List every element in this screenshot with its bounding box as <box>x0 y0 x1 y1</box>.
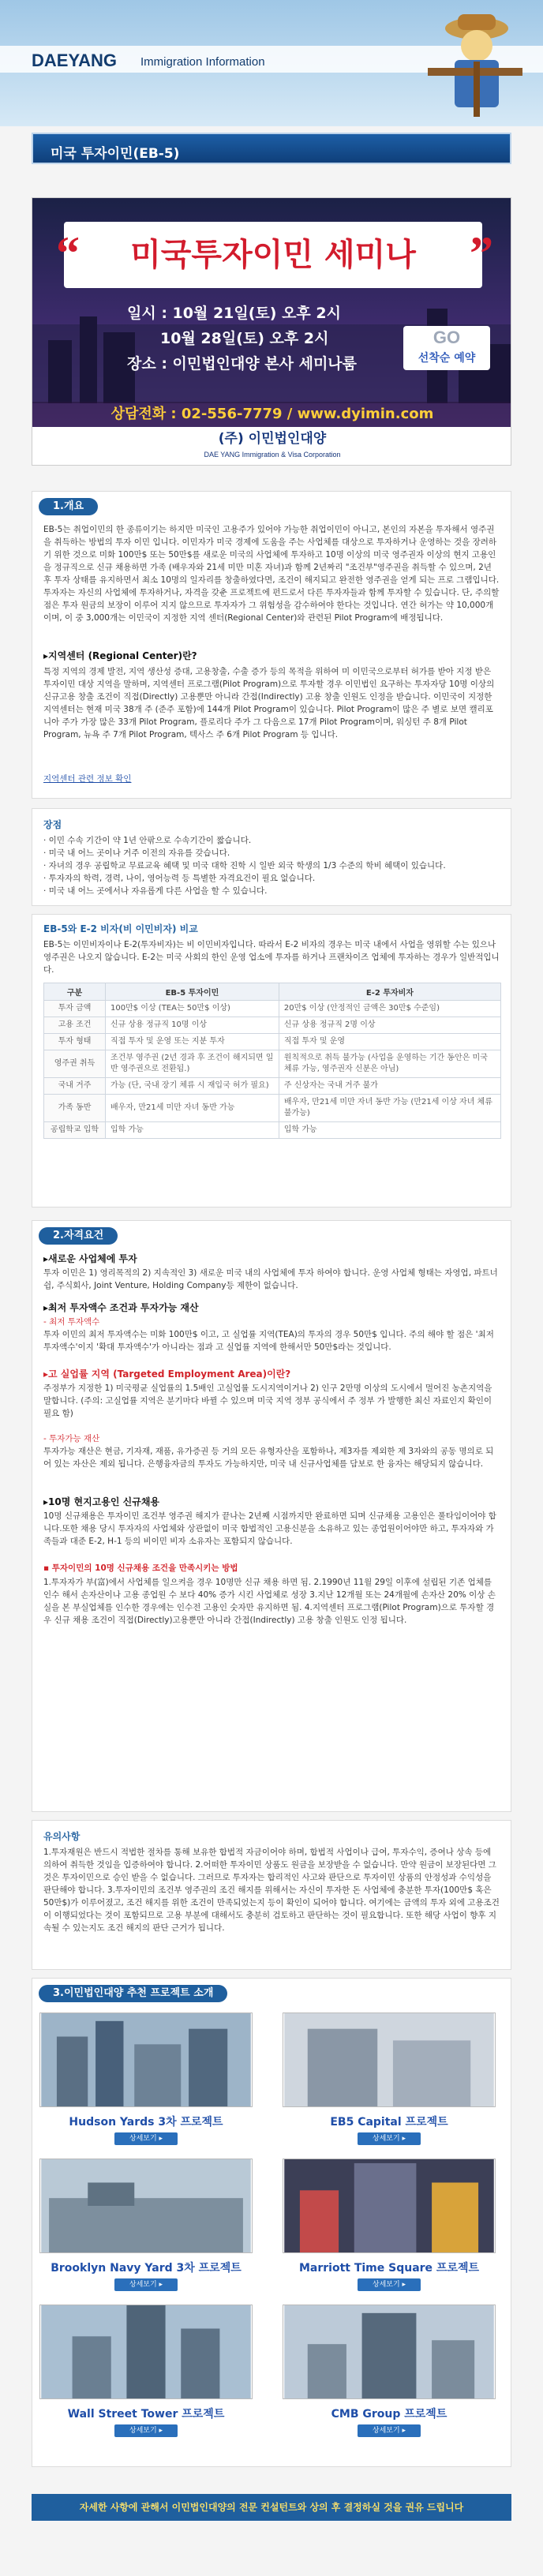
table-cell: 입학 가능 <box>106 1122 279 1139</box>
new-business-text: 투자 이민은 1) 영리목적의 2) 지속적인 3) 새로운 미국 내의 사업체에 투자 하여야 합니다. 운영 사업체 형태는 자영업, 파트너쉽, 주식회사, Joint Venture, Holding Company등 제한이 없습니다. <box>43 1268 498 1290</box>
table-header: E-2 투자비자 <box>279 983 500 1001</box>
page-title-bar <box>32 133 511 164</box>
compare-intro: EB-5는 이민비자이나 E-2(투자비자)는 비 이민비자입니다. 따라서 E-2 비자의 경우는 미국 내에서 사업을 영위할 수는 있으나 영주권은 나오지 않습니다. E-2는 미국 사회의 한인 운영 업소에 투자를 하거나 프랜차이즈 업체에 투자하는 경우가 일반적입니다. <box>43 940 500 975</box>
table-cell: 가능 (단, 국내 장기 체류 시 재입국 허가 필요) <box>106 1078 279 1095</box>
logo[interactable]: DAEYANG <box>32 51 117 70</box>
scarecrow-illustration <box>420 6 522 117</box>
table-cell: 투자 금액 <box>44 1001 106 1017</box>
eligible-assets-subheading: - 투자가능 재산 <box>43 1434 100 1443</box>
go-label: GO <box>433 328 461 347</box>
project-name: Brooklyn Navy Yard 3차 프로젝트 <box>51 2262 242 2275</box>
merits-section <box>32 808 511 906</box>
company-english-name: DAE YANG Immigration & Visa Corporation <box>204 451 341 459</box>
hiring-heading: ▸10명 현지고용인 신규채용 <box>43 1496 159 1507</box>
requirements-heading: 2.자격요건 <box>39 1227 118 1245</box>
project-image <box>39 2012 253 2107</box>
merit-item: · 미국 내 어느 곳에서나 자유롭게 다른 사업을 할 수 있습니다. <box>43 886 268 896</box>
table-cell: 원칙적으로 취득 불가능 (사업을 운영하는 기간 동안은 미국 체류 가능, 영주권자 신분은 아님) <box>279 1050 500 1078</box>
tea-heading: ▸고 실업률 지역 (Targeted Employment Area)이란? <box>43 1368 291 1380</box>
project-details-button[interactable]: 상세보기 ▸ <box>114 2278 178 2291</box>
table-cell: 100만$ 이상 (TEA는 50만$ 이상) <box>106 1001 279 1017</box>
project-name: CMB Group 프로젝트 <box>331 2408 448 2421</box>
project-name: Hudson Yards 3차 프로젝트 <box>69 2116 223 2129</box>
project-image <box>39 2159 253 2253</box>
merit-item: · 이민 수속 기간이 약 1년 안팎으로 수속기간이 짧습니다. <box>43 836 252 845</box>
regional-center-link[interactable]: 지역센터 관련 정보 확인 <box>43 774 132 784</box>
quote-open: “ <box>56 227 80 279</box>
merits-heading: 장점 <box>43 819 62 830</box>
table-row <box>44 1078 501 1095</box>
project-details-button[interactable]: 상세보기 ▸ <box>358 2424 421 2437</box>
merit-item: · 투자자의 학력, 경력, 나이, 영어능력 등 특별한 자격요건이 필요 없습니다. <box>43 874 316 883</box>
seminar-info <box>127 301 419 388</box>
table-header: EB-5 투자이민 <box>106 983 279 1001</box>
table-cell: 국내 거주 <box>44 1078 106 1095</box>
footer-notice: 자세한 사항에 관해서 이민법인대양의 전문 컨설턴트와 상의 후 결정하실 것을 권유 드립니다 <box>32 2494 511 2521</box>
overview-heading: 1.개요 <box>39 498 98 515</box>
page-title: 미국 투자이민(EB-5) <box>51 146 180 162</box>
projects-heading: 3.이민법인대양 추천 프로젝트 소개 <box>39 1985 227 2002</box>
table-cell: 배우자, 만21세 미만 자녀 동반 가능 <box>106 1095 279 1122</box>
minimum-investment-text: 투자 이민의 최저 투자액수는 미화 100만$ 이고, 고 실업률 지역(TEA)의 투자의 경우 50만$ 입니다. 주의 해야 할 점은 '최저 투자액수'이지 '확대 투자액수'가 아니라는 점과 고 실업률 지역에 한해서만 50만$라는 것입니다. <box>43 1330 494 1352</box>
minimum-investment-heading: ▸최저 투자액수 조건과 투자가능 재산 <box>43 1302 199 1313</box>
project-name: EB5 Capital 프로젝트 <box>330 2116 448 2129</box>
project-image <box>283 2305 496 2399</box>
eligible-assets-text: 투자가능 재산은 현금, 기자재, 재품, 유가증권 등 거의 모든 유형자산을 포함하나, 제3자를 제외한 제 3자와의 공동 명의로 되어 있는 자산은 제외 됩니다. 은행융자금의 투자도 가능하지만, 미국 내 신규사업체를 담보로 한 융자는 해당되지 않습니다. <box>43 1447 494 1469</box>
reserve-badge[interactable] <box>403 326 490 370</box>
compare-heading: EB-5와 E-2 비자(비 이민비자) 비교 <box>43 923 198 934</box>
compare-section <box>32 914 511 1208</box>
company-name: (주) 이민법인대양 <box>218 431 327 447</box>
quote-close: ” <box>470 227 493 279</box>
table-row <box>44 1122 501 1139</box>
tea-text: 주정부가 지정한 1) 미국평균 실업률의 1.5배인 고실업률 도시지역이거나 2) 인구 2만명 이상의 도시에서 멀어진 농촌지역을 말합니다. (주의: 고실업률 지역은 분기마다 바뀔 수 있으며 미국 지역 정부 공식에서 주 정부 가 발행한 최신 자료인지 확인이 필요 함) <box>43 1383 492 1418</box>
table-cell: 신규 상용 정규직 2명 이상 <box>279 1017 500 1034</box>
contact-info[interactable]: 상담전화 : 02-556-7779 / www.dyimin.com <box>32 402 511 427</box>
seminar-date-1: 일시 : 10월 21일(토) 오후 2시 <box>127 305 341 322</box>
notes-text: 1.투자재원은 반드시 적법한 절차를 통해 보유한 합법적 자금이어야 하며, 합법적 사업이나 급여, 투자수익, 증여나 상속 등에 의하여 취득한 것임을 입증하여야 합니다. 2.어떠한 투자이민 상품도 원금을 보장받을 수 없습니다. 만약 원금이 보장된다면 그것은 투자이민으로 승인 받을 수 없습니다. 그러므로 투자자는 합리적인 사고와 판단으로 투자이민 상품의 안정성과 수익성을 판단해야 합니다. 3.투자이민의 조건부 영주권의 조건 해지를 위해서는 자신이 투자한 돈 사업체에 충분한 투자(100만$ 혹은 50만$)가 이루어졌고, 조건 해지를 위한 조건이 만족되었는지 등이 확인이 되어야 합니다. 여기에는 금액의 투자 외에 고용조건이 이행되었다는 것이 포함되므로 고용 부분에 대해서도 충분히 검토하고 판단하는 것이 필요합니다. 또한 해당 사업이 향후 지속될 수 있는지도 조건 해지의 판단 근거가 됩니다. <box>43 1848 500 1933</box>
header <box>0 0 543 126</box>
table-row <box>44 1095 501 1122</box>
table-cell: 직접 투자 및 운영 <box>279 1034 500 1050</box>
table-header: 구분 <box>44 983 106 1001</box>
merits-list <box>43 834 500 897</box>
new-business-heading: ▸새로운 사업체에 투자 <box>43 1253 137 1264</box>
overview-paragraph: EB-5는 취업이민의 한 종류이기는 하지만 미국인 고용주가 있어야 가능한 취업이민이 아니고, 본인의 자본을 투자해서 영주권을 취득하는 방법의 투자 이민 입니다. 이민자가 미국 경제에 도움을 주는 사업체를 대상으로 투자하거나 운영하는 것을 장려하기 위한 것으로 미화 100만$ 또는 50만$를 새로운 미국의 사업체에 투자하고 10명 이상의 미국 영주권자 이상의 현지 고용인을 정규직으로 신규 채용하면 가족 (배우자와 21세 미만 미혼 자녀)과 함께 2년짜리 "조건부"영주권을 취득할 수 있으며, 2년 후 투자 상태를 유지하면서 최소 10명의 일자리를 창출하였다면, 조건이 해지되고 완전한 영주권을 얻게 되는 프로 그램입니다. 투자자는 자신의 사업체에 투자하거나, 자격을 갖춘 프로젝트에 펀드로서 다른 투자자들과 함께 투자할 수 있습니다. 단, 주의할 점은 투자 원금의 보장이 이루어 지지 않으므로 투자자가 그 위험성을 감수하여야 한다는 것입니다. 연간 허가는 약 10,000개이며, 이 중 3,000개는 이민국이 지정한 지역 센터(Regional Center)와 관련된 Pilot Program에 배정됩니다. <box>43 525 500 623</box>
table-cell: 주 신상자는 국내 거주 불가 <box>279 1078 500 1095</box>
table-row <box>44 1017 501 1034</box>
project-card[interactable] <box>283 2305 496 2437</box>
table-cell: 가족 동반 <box>44 1095 106 1122</box>
project-details-button[interactable]: 상세보기 ▸ <box>358 2278 421 2291</box>
seminar-title-box <box>56 222 493 288</box>
header-subtitle: Immigration Information <box>140 55 265 69</box>
table-cell: 20만$ 이상 (안정적인 금액은 30만$ 수준임) <box>279 1001 500 1017</box>
project-image <box>283 2159 496 2253</box>
project-name: Marriott Time Square 프로젝트 <box>298 2262 480 2275</box>
project-card[interactable] <box>283 2012 496 2145</box>
project-name: Wall Street Tower 프로젝트 <box>67 2408 225 2421</box>
project-card[interactable] <box>39 2159 253 2291</box>
table-row <box>44 1050 501 1078</box>
seminar-date-2: 10월 28일(토) 오후 2시 <box>160 330 329 347</box>
overview-section <box>32 491 511 799</box>
company-strip <box>32 427 511 466</box>
project-image <box>39 2305 253 2399</box>
seminar-title: 미국투자이민 세미나 <box>130 237 416 273</box>
hiring-methods-heading: ▪ 투자이민의 10명 신규채용 조건을 만족시키는 방법 <box>43 1563 238 1573</box>
regional-center-paragraph: 특정 지역의 경제 발전, 지역 생산성 증대, 고용창출, 수출 증가 등의 목적을 위하여 미 이민국으로부터 허가를 받아 지정 받은 투자이민 대상 지역을 말하며, 지역센터 프로그램(Pilot Program)으로 투자할 경우 이민법인 요구하는 투자자당 10명 이상의 신규고용 창출 조건이 직접(Directly) 고용뿐만 아니라 간접(Indirectly) 고용 창출 인원도 인정을 받습니다. 이민국이 지정한 지역센터는 현재 미국 38개 주 (준주 포함)에 144개 Pilot Program이 있습니다. Pilot Program이 많은 주 별로 보면 캘리포니아 주가 가장 많은 33개 Pilot Program, 플로리다 주가 그 다음으로 17개 Pilot Program이며, 워싱턴 주 8개 Pilot Program, 뉴욕 주 7개 Pilot Program, 텍사스 주 6개 Pilot Program 등 입니다. <box>43 667 495 739</box>
compare-table <box>43 983 501 1139</box>
project-details-button[interactable]: 상세보기 ▸ <box>358 2132 421 2145</box>
project-details-button[interactable]: 상세보기 ▸ <box>114 2424 178 2437</box>
reserve-label: 선착순 예약 <box>418 352 476 365</box>
table-cell: 배우자, 만21세 미만 자녀 동반 가능 (만21세 이상 자녀 체류 불가능) <box>279 1095 500 1122</box>
project-grid <box>32 2012 511 2454</box>
table-header-row <box>44 983 501 1001</box>
project-card[interactable] <box>283 2159 496 2291</box>
merit-item: · 자녀의 경우 공립학교 무료교육 혜택 및 미국 대학 진학 시 일반 외국 학생의 1/3 수준의 학비 혜택이 있습니다. <box>43 861 446 871</box>
project-card[interactable] <box>39 2012 253 2145</box>
seminar-place: 장소 : 이민법인대양 본사 세미나룸 <box>127 355 358 373</box>
table-cell: 신규 상용 정규직 10명 이상 <box>106 1017 279 1034</box>
requirements-section <box>32 1220 511 1812</box>
project-image <box>283 2012 496 2107</box>
project-card[interactable] <box>39 2305 253 2437</box>
project-details-button[interactable]: 상세보기 ▸ <box>114 2132 178 2145</box>
notes-section <box>32 1820 511 1970</box>
table-cell: 공립학교 입학 <box>44 1122 106 1139</box>
minimum-investment-subheading: - 최저 투자액수 <box>43 1317 100 1327</box>
table-row <box>44 1034 501 1050</box>
table-cell: 직접 투자 및 운영 또는 지분 투자 <box>106 1034 279 1050</box>
table-cell: 영주권 취득 <box>44 1050 106 1078</box>
hiring-methods-text: 1.투자자가 부(富)에서 사업체를 일으켜을 경우 10명만 신규 채용 하면 됨. 2.1990년 11월 29일 이후에 설립된 기존 업체를 인수 해서 손자산이나 고용 종업원 수 보다 40% 증가 시킨 사업체로 성장 3.지난 12개월 또는 24개월에 손자산 20% 이상 손실을 본 부실업체를 인수한 경우에는 인수전 고용인 숫자만 유지하면 됨. 4.지역센터 프로그램(Pilot Program)으로 투자할 경우 신규 채용 조건이 직접(Directly)고용뿐만 아니라 간접(Indirectly) 고용 창출 인원도 인정 됩니다. <box>43 1578 496 1625</box>
table-cell: 고용 조건 <box>44 1017 106 1034</box>
table-cell: 투자 형태 <box>44 1034 106 1050</box>
table-cell: 입학 가능 <box>279 1122 500 1139</box>
table-row <box>44 1001 501 1017</box>
table-cell: 조건부 영주권 (2년 경과 후 조건이 해지되면 일반 영주권으로 전환됨.) <box>106 1050 279 1078</box>
hiring-text: 10명 신규채용은 투자이민 조건부 영주권 해지가 끝나는 2년째 시점까지만 완료하면 되며 신규채용 고용인은 풀타임이어야 합니다.또한 채용 당시 투자자의 사업체와 상관없이 미국 합법적인 고용신분을 소유하고 있는 종업원이어야만 하고, 투자자와 가족들과 대준 E-2, H-1 등의 비이민 비자 소유자는 포함되지 않습니다. <box>43 1511 496 1546</box>
seminar-banner[interactable] <box>32 197 511 466</box>
regional-center-heading: ▸지역센터 (Regional Center)란? <box>43 650 197 661</box>
notes-heading: 유의사항 <box>43 1831 81 1842</box>
merit-item: · 미국 내 어느 곳이나 거주 이전의 자유를 갖습니다. <box>43 848 230 858</box>
